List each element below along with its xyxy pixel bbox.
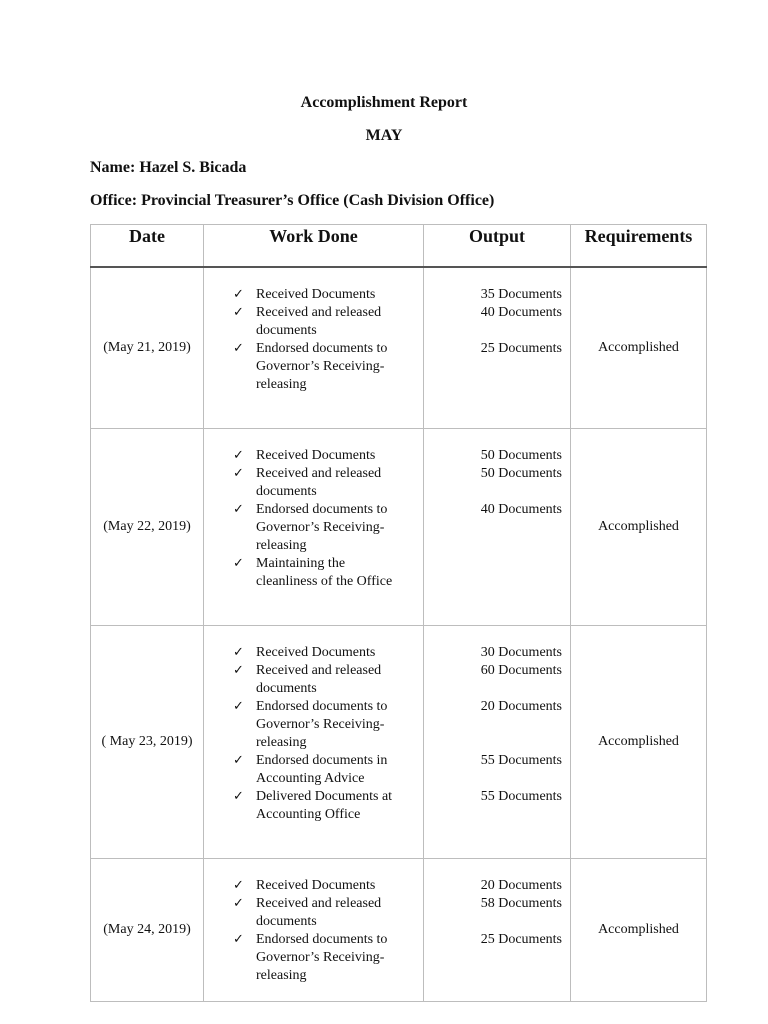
checkmark-icon: ✓ <box>233 466 244 481</box>
output-item: 50 Documents <box>480 448 562 463</box>
requirement-cell: Accomplished <box>571 267 707 429</box>
checkmark-icon: ✓ <box>233 645 244 660</box>
table-row <box>91 429 707 626</box>
checkmark-icon: ✓ <box>233 556 244 571</box>
task-item: ✓ Received Documents <box>233 878 376 893</box>
checkmark-icon: ✓ <box>233 932 244 947</box>
checkmark-icon: ✓ <box>233 753 244 768</box>
output-cell <box>424 429 571 626</box>
output-item: 40 Documents <box>480 305 562 320</box>
task-item: ✓ Received Documents <box>233 287 376 302</box>
output-item: 20 Documents <box>480 878 562 893</box>
output-item: 35 Documents <box>480 287 562 302</box>
checkmark-icon: ✓ <box>233 878 244 893</box>
table-row <box>91 626 707 859</box>
checkmark-icon: ✓ <box>233 341 244 356</box>
task-item: ✓ Received and released documents <box>233 466 382 499</box>
output-item: 25 Documents <box>480 341 562 356</box>
checkmark-icon: ✓ <box>233 502 244 517</box>
task-item: ✓ Endorsed documents to Governor’s Receiving-releasing <box>233 932 388 983</box>
column-header-requirements: Requirements <box>571 225 707 268</box>
output-item: 25 Documents <box>480 932 562 947</box>
output-item: 20 Documents <box>480 699 562 714</box>
output-cell <box>424 267 571 429</box>
checkmark-icon: ✓ <box>233 699 244 714</box>
output-item: 58 Documents <box>480 896 562 911</box>
checkmark-icon: ✓ <box>233 663 244 678</box>
task-item: ✓ Received Documents <box>233 645 376 660</box>
table-row <box>91 267 707 429</box>
work-done-cell <box>204 859 424 1002</box>
column-header-work-done: Work Done <box>204 225 424 268</box>
output-item: 40 Documents <box>480 502 562 517</box>
table-header-row <box>91 225 707 268</box>
task-item: ✓ Maintaining the cleanliness of the Office <box>233 556 393 589</box>
date-cell: (May 21, 2019) <box>91 267 204 429</box>
output-item: 55 Documents <box>480 753 562 768</box>
requirement-cell: Accomplished <box>571 626 707 859</box>
date-cell: (May 24, 2019) <box>91 859 204 1002</box>
date-cell: ( May 23, 2019) <box>91 626 204 859</box>
report-title: Accomplishment Report <box>300 94 468 111</box>
output-item: 30 Documents <box>480 645 562 660</box>
checkmark-icon: ✓ <box>233 896 244 911</box>
table-row <box>91 859 707 1002</box>
output-cell <box>424 626 571 859</box>
task-item: ✓ Received and released documents <box>233 305 382 338</box>
task-item: ✓ Endorsed documents to Governor’s Receiving-releasing <box>233 502 388 553</box>
work-done-cell <box>204 429 424 626</box>
checkmark-icon: ✓ <box>233 305 244 320</box>
task-item: ✓ Delivered Documents at Accounting Office <box>233 789 393 822</box>
work-done-cell <box>204 267 424 429</box>
task-item: ✓ Received Documents <box>233 448 376 463</box>
task-item: ✓ Endorsed documents to Governor’s Receiving-releasing <box>233 341 388 392</box>
requirement-cell: Accomplished <box>571 429 707 626</box>
work-done-cell <box>204 626 424 859</box>
checkmark-icon: ✓ <box>233 287 244 302</box>
column-header-output: Output <box>424 225 571 268</box>
task-item: ✓ Received and released documents <box>233 896 382 929</box>
task-item: ✓ Endorsed documents in Accounting Advice <box>233 753 388 786</box>
output-item: 55 Documents <box>480 789 562 804</box>
office-name: Office: Provincial Treasurer’s Office (Cash Division Office) <box>90 192 495 209</box>
date-cell: (May 22, 2019) <box>91 429 204 626</box>
employee-name: Name: Hazel S. Bicada <box>90 159 247 176</box>
requirement-cell: Accomplished <box>571 859 707 1002</box>
task-item: ✓ Received and released documents <box>233 663 382 696</box>
report-month: MAY <box>365 127 403 144</box>
output-cell <box>424 859 571 1002</box>
checkmark-icon: ✓ <box>233 789 244 804</box>
column-header-date: Date <box>91 225 204 268</box>
output-item: 50 Documents <box>480 466 562 481</box>
output-item: 60 Documents <box>480 663 562 678</box>
checkmark-icon: ✓ <box>233 448 244 463</box>
task-item: ✓ Endorsed documents to Governor’s Receiving-releasing <box>233 699 388 750</box>
accomplishment-table <box>90 224 707 1002</box>
